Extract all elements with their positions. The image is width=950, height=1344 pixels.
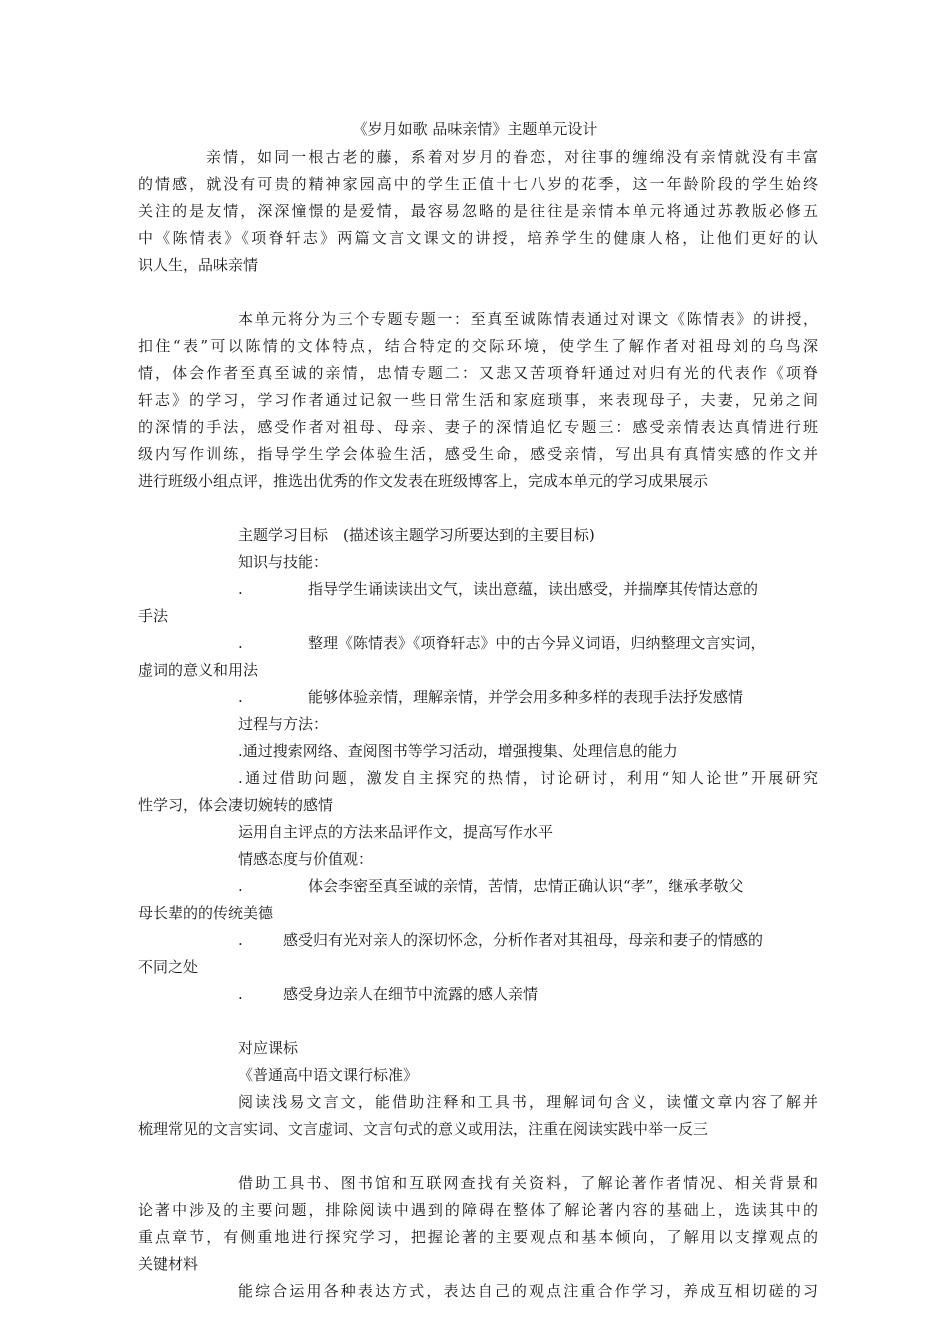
- list-item-continuation: 不同之处: [138, 958, 199, 976]
- paragraph-line: 的情感，就没有可贵的精神家园高中的学生正值十七八岁的花季，这一年龄阶段的学生始终: [138, 175, 818, 193]
- list-bullet: .: [238, 580, 243, 598]
- paragraph-line: 亲情，如同一根古老的藤，系着对岁月的眷恋，对往事的缠绵没有亲情就没有丰富: [206, 148, 818, 166]
- list-item-continuation: 母长辈的的传统美德: [138, 904, 274, 922]
- paragraph-line: 轩志》的学习，学习作者通过记叙一些日常生活和家庭琐事，来表现母子，夫妻，兄弟之间: [138, 391, 818, 409]
- list-item-continuation: 性学习，体会凄切婉转的感情: [138, 796, 334, 814]
- paragraph-line: 论著中涉及的主要问题，排除阅读中遇到的障碍在整体了解论著内容的基础上，选读其中的: [138, 1201, 818, 1219]
- paragraph-line: 重点章节，有侧重地进行探究学习，把握论著的主要观点和基本倾向，了解用以支撑观点的: [138, 1228, 818, 1246]
- standard-title: 《普通高中语文课行标准》: [238, 1066, 419, 1084]
- paragraph-line: 借助工具书、图书馆和互联网查找有关资料，了解论著作者情况、相关背景和: [238, 1174, 818, 1192]
- paragraph-line: 能综合运用各种表达方式，表达自己的观点注重合作学习，养成互相切磋的习: [238, 1282, 818, 1300]
- subsection-heading: 情感态度与价值观：: [238, 850, 374, 868]
- paragraph-line: 关键材料: [138, 1255, 199, 1273]
- list-bullet: .: [238, 688, 243, 706]
- list-item: 运用自主评点的方法来品评作文，提高写作水平: [238, 823, 554, 841]
- document-title: 《岁月如歌 品味亲情》主题单元设计: [352, 120, 598, 138]
- paragraph-line: 扣住“表”可以陈情的文体特点，结合特定的交际环境，使学生了解作者对祖母刘的乌鸟深: [138, 337, 818, 355]
- paragraph-line: 阅读浅易文言文，能借助注释和工具书，理解词句含义，读懂文章内容了解并: [238, 1093, 818, 1111]
- list-item: .通过搜索网络、查阅图书等学习活动，增强搜集、处理信息的能力: [238, 742, 678, 760]
- paragraph-line: 的深情的手法，感受作者对祖母、母亲、妻子的深情追忆专题三：感受亲情表达真情进行班: [138, 418, 818, 436]
- list-item-text: 感受身边亲人在细节中流露的感人亲情: [283, 985, 539, 1003]
- list-bullet: .: [238, 877, 243, 895]
- paragraph-line: 本单元将分为三个专题专题一：至真至诚陈情表通过对课文《陈情表》的讲授，: [238, 310, 818, 328]
- list-item-text: 能够体验亲情，理解亲情，并学会用多种多样的表现手法抒发感情: [308, 688, 744, 706]
- paragraph-line: 关注的是友情，深深憧憬的是爱情，最容易忽略的是往往是亲情本单元将通过苏教版必修五: [138, 202, 818, 220]
- list-item-text: 感受归有光对亲人的深切怀念，分析作者对其祖母，母亲和妻子的情感的: [283, 931, 764, 949]
- section-heading: 对应课标: [238, 1039, 299, 1057]
- paragraph-line: 进行班级小组点评，推选出优秀的作文发表在班级博客上，完成本单元的学习成果展示: [138, 472, 709, 490]
- list-item: [238, 686, 818, 708]
- list-bullet: .: [238, 634, 243, 652]
- section-heading: 主题学习目标 (描述该主题学习所要达到的主要目标): [238, 526, 595, 544]
- list-item-text: 体会李密至真至诚的亲情，苦情，忠情正确认识“孝”，继承孝敬父: [308, 877, 744, 895]
- paragraph-line: 梳理常见的文言实词、文言虚词、文言句式的意义或用法，注重在阅读实践中举一反三: [138, 1120, 709, 1138]
- list-item: .通过借助问题，激发自主探究的热情，讨论研讨，利用“知人论世”开展研究: [238, 769, 818, 787]
- list-bullet: .: [238, 931, 243, 949]
- list-item-text: 指导学生诵读读出文气，读出意蕴，读出感受，并揣摩其传情达意的: [308, 580, 759, 598]
- subsection-heading: 知识与技能：: [238, 553, 329, 571]
- paragraph-line: 识人生，品味亲情: [138, 256, 259, 274]
- list-item: [238, 578, 818, 600]
- list-item: [238, 983, 818, 1005]
- list-item-continuation: 虚词的意义和用法: [138, 661, 259, 679]
- list-item-continuation: 手法: [138, 607, 169, 625]
- paragraph-line: 情，体会作者至真至诚的亲情，忠情专题二：又悲又苦项脊轩通过对归有光的代表作《项脊: [138, 364, 818, 382]
- subsection-heading: 过程与方法：: [238, 715, 329, 733]
- paragraph-line: 级内写作训练，指导学生学会体验生活，感受生命，感受亲情，写出具有真情实感的作文并: [138, 445, 818, 463]
- list-item-text: 整理《陈情表》《项脊轩志》中的古今异义词语，归纳整理文言实词，: [308, 634, 766, 652]
- list-item: [238, 875, 818, 897]
- paragraph-line: 中《陈情表》《项脊轩志》两篇文言文课文的讲授，培养学生的健康人格，让他们更好的认: [138, 229, 818, 247]
- list-bullet: .: [238, 985, 243, 1003]
- list-item: [238, 929, 818, 951]
- list-item: [238, 632, 818, 654]
